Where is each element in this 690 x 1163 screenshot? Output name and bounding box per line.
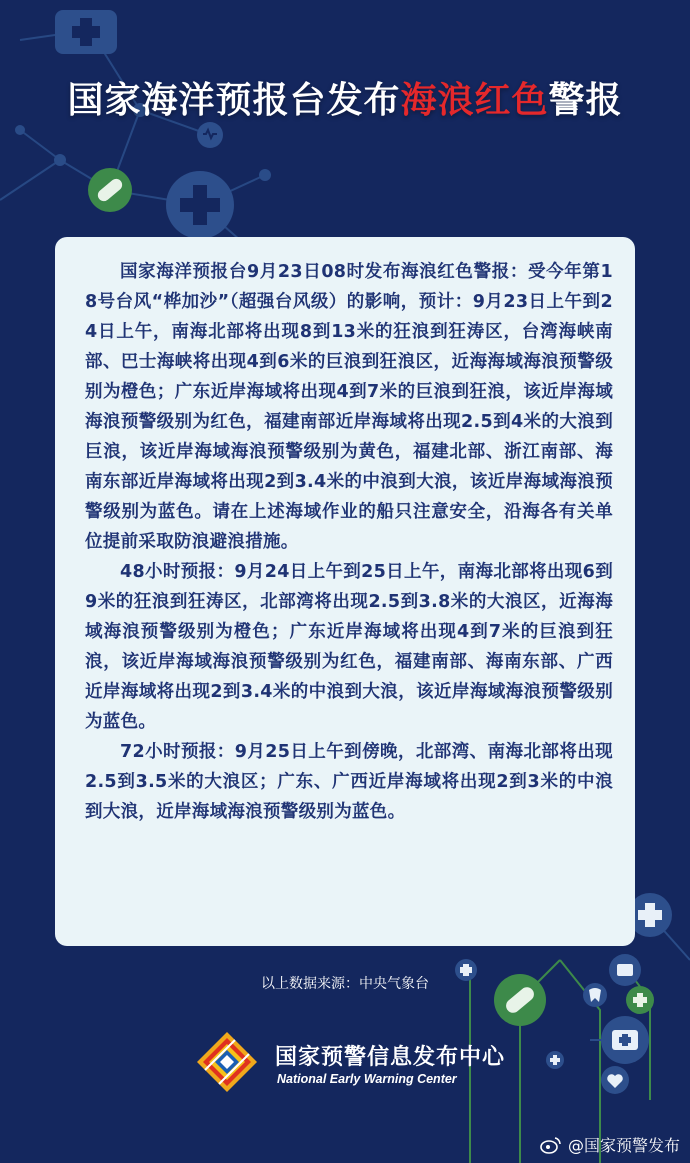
logo-name-en: National Early Warning Center (277, 1072, 457, 1086)
weibo-watermark (540, 1133, 680, 1156)
medical-kit-icon (55, 10, 117, 54)
bulletin-paragraph-main: 国家海洋预报台9月23日08时发布海浪红色警报：受今年第18号台风“桦加沙”（超强台风级）的影响，预计：9月23日上午到24日上午，南海北部将出现8到13米的狂浪到狂涛区，台湾海峡南部、巴士海峡将出现4到6米的巨浪到狂浪区，近海海域海浪预警级别为橙色；广东近岸海域将出现4到7米的巨浪到狂浪，该近岸海域海浪预警级别为红色，福建南部近岸海域将出现2.5到4米的大浪到巨浪，该近岸海域海浪预警级别为黄色，福建北部、浙江南部、海南东部近岸海域将出现2到3.4米的中浪到大浪，该近岸海域海浪预警级别为蓝色。请在上述海域作业的船只注意安全，沿海各有关单位提前采取防浪避浪措施。 (85, 262, 613, 552)
title-part1: 国家海洋预报台发布 (67, 80, 401, 121)
heart-rate-icon (197, 122, 223, 148)
organization-logo (195, 1030, 515, 1100)
small-plus-icon (546, 1051, 564, 1069)
warning-center-logo-icon (195, 1030, 259, 1094)
pill-icon-top (88, 168, 132, 212)
title-highlight: 海浪红色 (400, 80, 549, 121)
watermark-text: @国家预警发布 (567, 1136, 680, 1155)
page-title (0, 72, 690, 123)
bulletin-paragraph-48h: 48小时预报：9月24日上午到25日上午，南海北部将出现6到9米的狂浪到狂涛区，北部湾将出现2.5到3.8米的大浪区，近海海域海浪预警级别为橙色；广东近岸海域将出现4到7米的巨浪到狂浪，该近岸海域海浪预警级别为红色，福建南部、海南东部、广西近岸海域将出现2到3.4米的中浪到大浪，该近岸海域海浪预警级别为蓝色。 (85, 562, 613, 732)
cross-circle-icon (166, 171, 234, 239)
medical-kit-icon-bottom (601, 1016, 649, 1064)
weibo-icon (540, 1136, 562, 1154)
data-source-note: 以上数据来源：中央气象台 (261, 976, 429, 992)
heart-icon (601, 1066, 629, 1094)
logo-name-cn: 国家预警信息发布中心 (275, 1045, 506, 1070)
bulletin-paragraph-72h: 72小时预报：9月25日上午到傍晚，北部湾、南海北部将出现2.5到3.5米的大浪区；广东、广西近岸海域将出现2到3米的中浪到大浪，近岸海域海浪预警级别为蓝色。 (85, 742, 613, 822)
bulletin-card (55, 237, 635, 946)
title-part2: 警报 (548, 80, 623, 121)
